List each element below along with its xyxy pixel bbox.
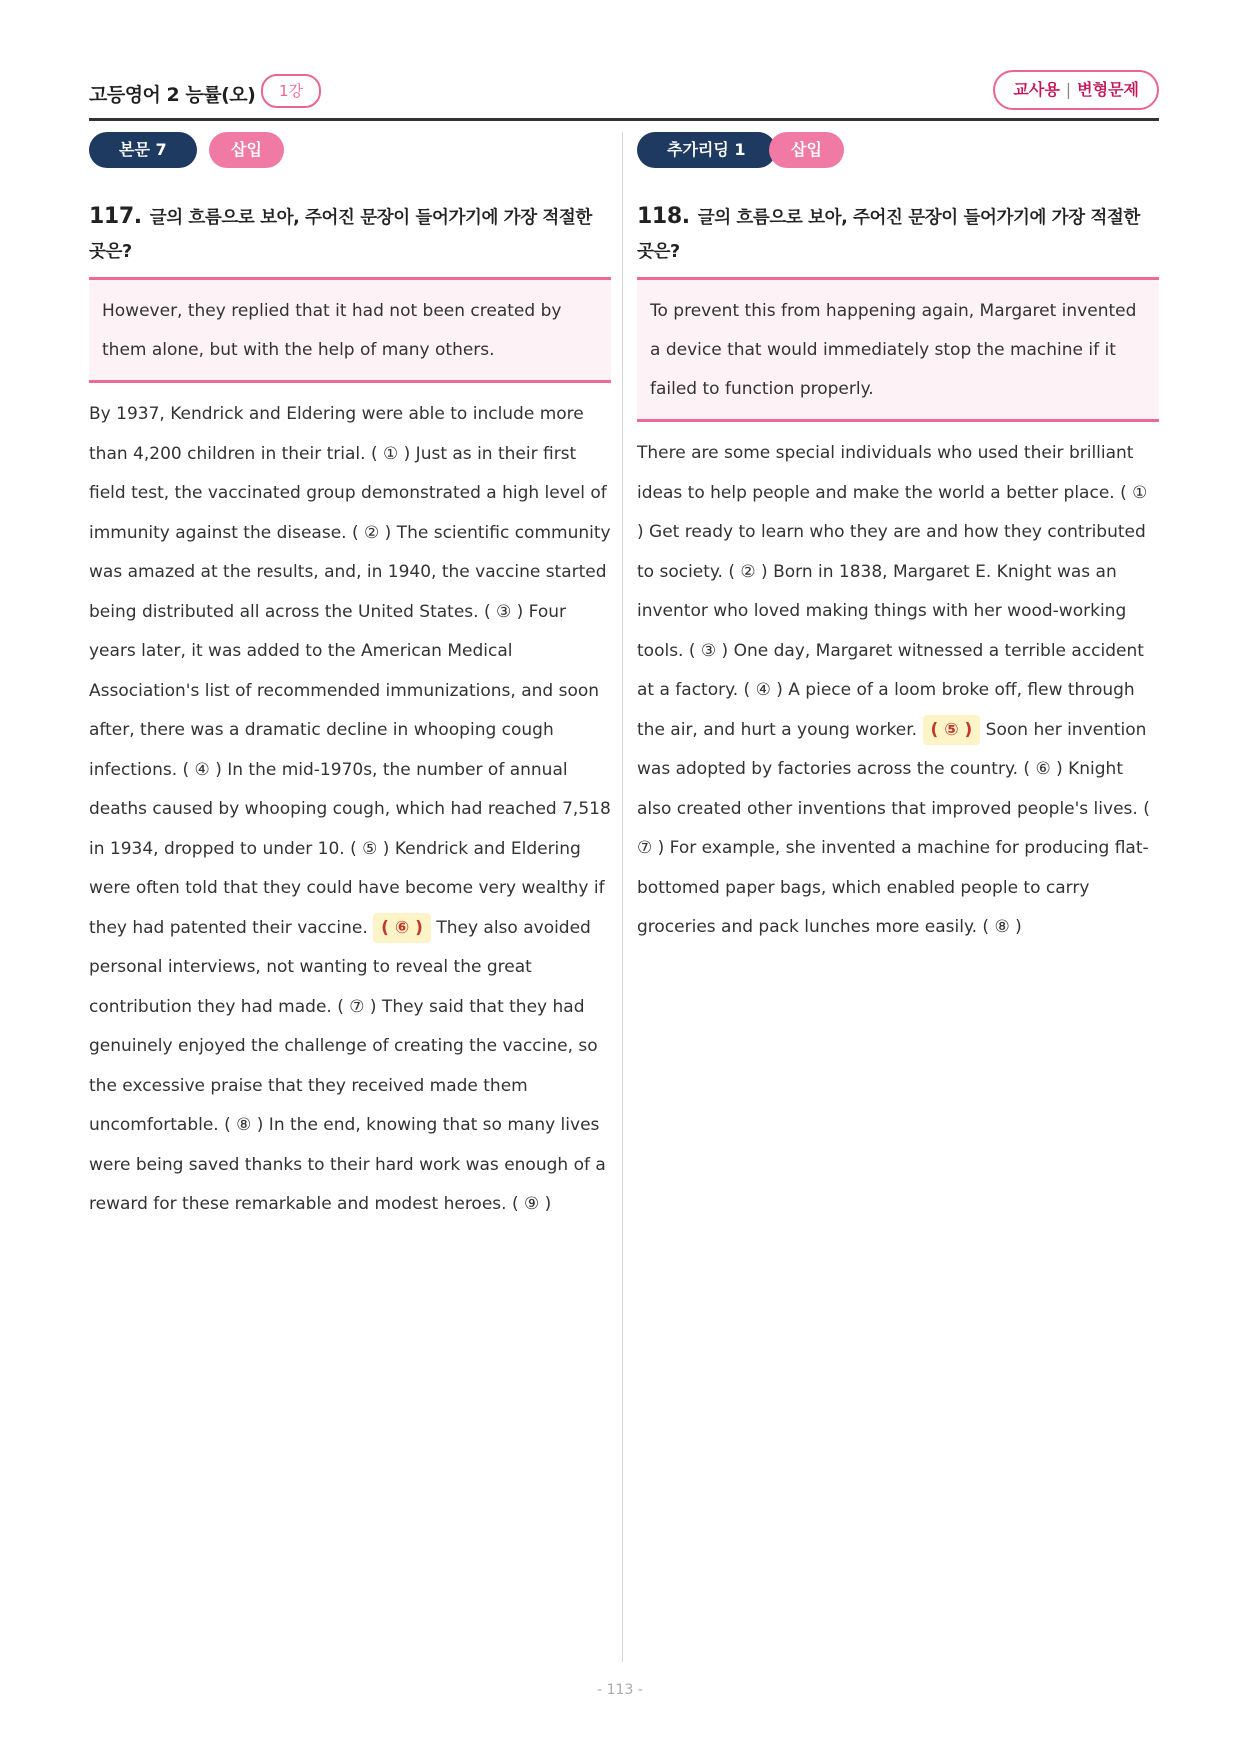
header-rule bbox=[89, 118, 1159, 121]
section-tag: 추가리딩 1 bbox=[637, 132, 776, 168]
type-label: 변형문제 bbox=[1077, 80, 1139, 99]
question-stem bbox=[637, 200, 1159, 269]
given-sentence: To prevent this from happening again, Margaret invented a device that would immediately stop the machine if it failed to function properly. bbox=[650, 301, 1137, 399]
given-sentence-box bbox=[637, 277, 1159, 422]
badge-separator: | bbox=[1065, 80, 1072, 99]
edition-badge bbox=[993, 70, 1159, 110]
type-tag: 삽입 bbox=[769, 132, 844, 168]
passage-text-after: They also avoided personal interviews, not wanting to reveal the great contribution they had made. ( ⑦ ) They said that they had genuinely enjoyed the challenge of creating the vaccine, so the excessive praise that they received made them uncomfortable. ( ⑧ ) In the end, knowing that so many lives were being saved thanks to their hard work was enough of a reward for these remarkable and modest heroes. ( ⑨ ) bbox=[89, 917, 606, 1214]
passage bbox=[89, 395, 611, 1225]
passage-text-before: There are some special individuals who used their brilliant ideas to help people and make the world a better place. ( ① ) Get ready to learn who they are and how they contributed to society. ( ② ) Born in 1838, Margaret E. Knight was an inventor who loved making things with her wood-working tools. ( ③ ) One day, Margaret witnessed a terrible accident at a factory. ( ④ ) A piece of a loom broke off, flew through the air, and hurt a young worker. bbox=[637, 443, 1148, 740]
type-tag: 삽입 bbox=[209, 132, 284, 168]
passage-text-before: By 1937, Kendrick and Eldering were able to include more than 4,200 children in their trial. ( ① ) Just as in their first field test, the vaccinated group demonstrated a high level of immunity against the disease. ( ② ) The scientific community was amazed at the results, and, in 1940, the vaccine started being distributed all across the United States. ( ③ ) Four years later, it was added to the American Medical Association's list of recommended immunizations, and soon after, there was a dramatic decline in whooping cough infections. ( ④ ) In the mid-1970s, the number of annual deaths caused by whooping cough, which had reached 7,518 in 1934, dropped to under 10. ( ⑤ ) Kendrick and Eldering were often told that they could have become very wealthy if they had patented their vaccine. bbox=[89, 404, 611, 938]
tag-row bbox=[637, 132, 1159, 170]
answer-highlight: ( ⑤ ) bbox=[923, 715, 981, 745]
page-header bbox=[89, 72, 1159, 120]
given-sentence-box bbox=[89, 277, 611, 383]
question-number: 118. bbox=[637, 204, 690, 229]
teacher-label: 교사용 bbox=[1013, 80, 1060, 99]
page-number: - 113 - bbox=[597, 1682, 643, 1698]
question-instruction: 글의 흐름으로 보아, 주어진 문장이 들어가기에 가장 적절한 곳은? bbox=[89, 208, 592, 262]
question-instruction: 글의 흐름으로 보아, 주어진 문장이 들어가기에 가장 적절한 곳은? bbox=[637, 208, 1140, 262]
section-tag: 본문 7 bbox=[89, 132, 197, 168]
question-number: 117. bbox=[89, 204, 142, 229]
lesson-badge: 1강 bbox=[261, 74, 321, 108]
question-117 bbox=[89, 132, 611, 1225]
passage-text-after: Soon her invention was adopted by factories across the country. ( ⑥ ) Knight also created other inventions that improved people's lives. ( ⑦ ) For example, she invented a machine for producing flat-bottomed paper bags, which enabled people to carry groceries and pack lunches more easily. ( ⑧ ) bbox=[637, 719, 1150, 937]
passage bbox=[637, 434, 1159, 948]
question-118 bbox=[637, 132, 1159, 948]
column-divider bbox=[622, 132, 623, 1662]
question-stem bbox=[89, 200, 611, 269]
given-sentence: However, they replied that it had not been created by them alone, but with the help of many others. bbox=[102, 301, 562, 360]
answer-highlight: ( ⑥ ) bbox=[373, 913, 431, 943]
tag-row bbox=[89, 132, 611, 170]
book-title: 고등영어 2 능률(오) bbox=[89, 84, 256, 106]
